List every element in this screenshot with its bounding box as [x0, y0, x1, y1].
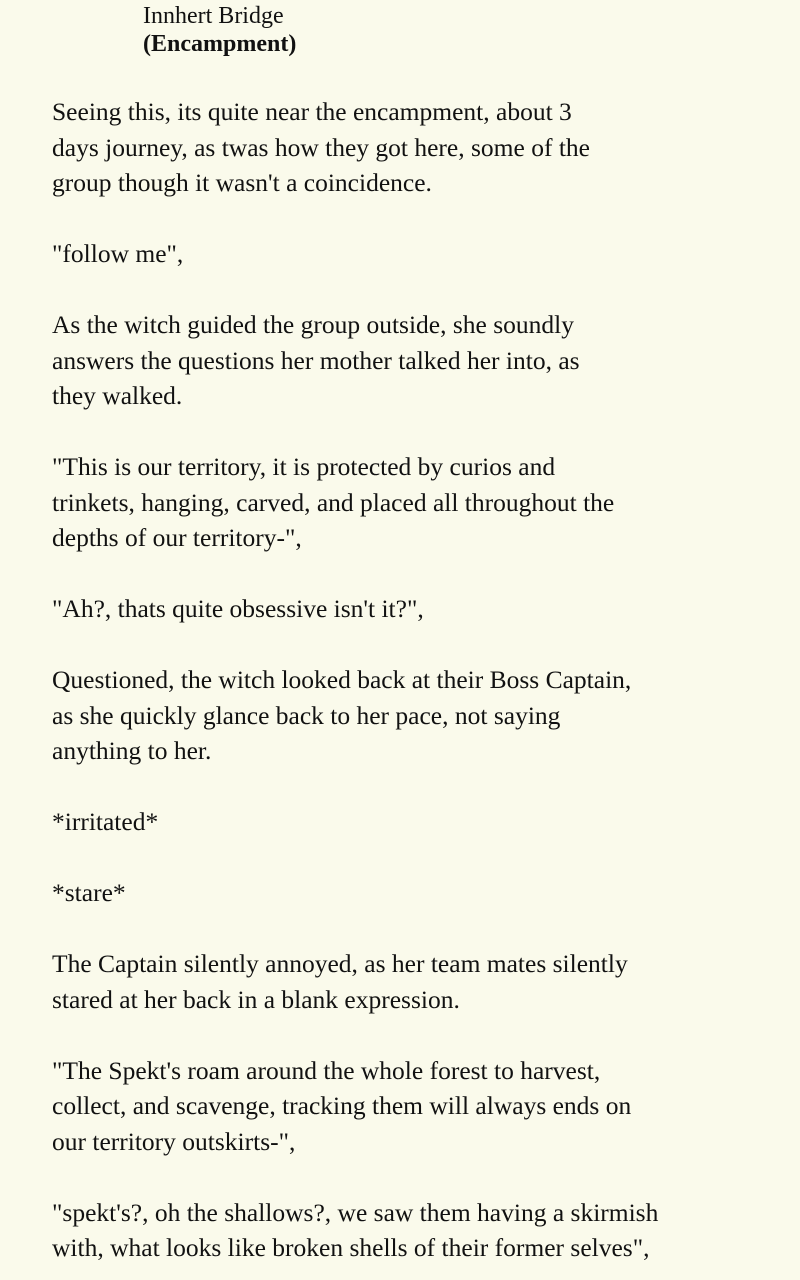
text-line: stared at her back in a blank expression.	[52, 984, 460, 1014]
text-line: Seeing this, its quite near the encampment, about 3	[52, 97, 572, 126]
text-line: answers the questions her mother talked her into, as	[52, 345, 580, 375]
location-name: Innhert Bridge	[143, 3, 284, 29]
paragraph-gap	[52, 627, 792, 663]
location-subtitle: (Encampment)	[143, 31, 297, 57]
text-line: with, what looks like broken shells of their former selves",	[52, 1233, 650, 1262]
text-line: As the witch guided the group outside, she soundly	[52, 310, 574, 339]
text-line: trinkets, hanging, carved, and placed all throughout the	[52, 487, 615, 517]
paragraph-gap	[52, 1017, 792, 1053]
story-paragraph	[52, 1195, 792, 1266]
paragraph-gap	[52, 414, 792, 450]
text-line: The Captain silently annoyed, as her team mates silently	[52, 949, 628, 978]
text-line: "This is our territory, it is protected by curios and	[52, 452, 556, 481]
text-line: our territory outskirts-",	[52, 1126, 296, 1156]
paragraph-gap	[52, 840, 792, 876]
story-paragraph	[52, 94, 792, 201]
text-line: Questioned, the witch looked back at their Boss Captain,	[52, 665, 632, 694]
story-paragraph	[52, 1053, 792, 1160]
scene-location-heading	[143, 2, 296, 58]
story-paragraph	[52, 946, 792, 1017]
story-paragraph	[52, 804, 792, 840]
text-line: they walked.	[52, 381, 183, 410]
text-line: collect, and scavenge, tracking them will always ends on	[52, 1091, 632, 1120]
story-paragraph	[52, 236, 792, 272]
text-line: *irritated*	[52, 807, 159, 836]
text-line: "spekt's?, oh the shallows?, we saw them having a skirmish	[52, 1197, 659, 1227]
paragraph-gap	[52, 769, 792, 805]
text-line: "The Spekt's roam around the whole forest to harvest,	[52, 1055, 601, 1085]
text-line: *stare*	[52, 878, 126, 907]
story-paragraph	[52, 875, 792, 911]
text-line: depths of our territory-",	[52, 523, 302, 552]
story-paragraph	[52, 662, 792, 769]
text-line: "Ah?, thats quite obsessive isn't it?",	[52, 594, 424, 623]
story-paragraph	[52, 449, 792, 556]
paragraph-gap	[52, 1159, 792, 1195]
story-text	[52, 94, 792, 1266]
paragraph-gap	[52, 556, 792, 592]
story-paragraph	[52, 307, 792, 414]
text-line: days journey, as twas how they got here, some of the	[52, 132, 590, 162]
text-line: anything to her.	[52, 736, 212, 765]
paragraph-gap	[52, 201, 792, 237]
text-line: "follow me",	[52, 239, 184, 268]
paragraph-gap	[52, 272, 792, 308]
text-line: group though it wasn't a coincidence.	[52, 168, 432, 197]
paragraph-gap	[52, 911, 792, 947]
text-line: as she quickly glance back to her pace, not saying	[52, 700, 561, 730]
story-paragraph	[52, 591, 792, 627]
